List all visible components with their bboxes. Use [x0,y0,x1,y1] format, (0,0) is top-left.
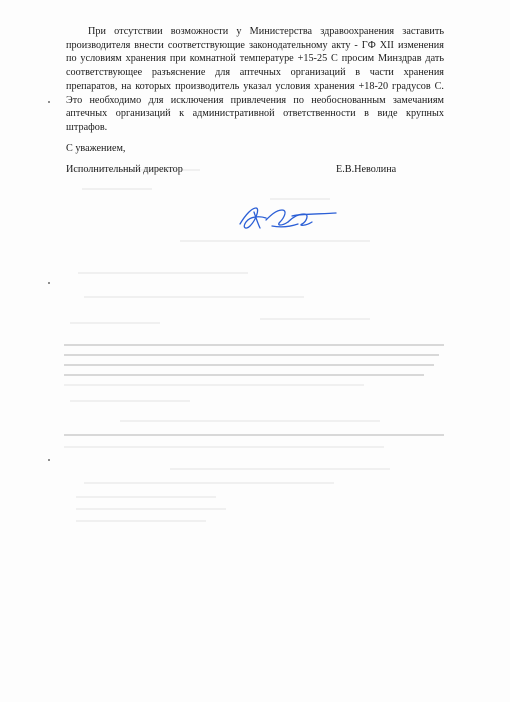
bleed-through-line [84,482,334,484]
bleed-through-line [64,434,444,436]
handwritten-signature [232,202,342,236]
bleed-through-line [64,364,434,366]
bleed-through-line [170,468,390,470]
bleed-through-line [64,354,439,356]
bleed-through-line [180,240,370,242]
closing-phrase: С уважением, [66,143,126,154]
bleed-through-line [64,384,364,386]
bleed-through-line [70,400,190,402]
request-paragraph: При отсутствии возможности у Министерства здравоохранения заставить производителя внести соответствующие законодательному акту - ГФ XII изменения по условиям хранения при комнатной температуре +15-25 С просим Минздрав дать соответствующее разъяснение для аптечных организаций в части хранения препаратов, на которых производитель указал условия хранения +18-20 градусов С. Это необходимо для исключения привлечения по необоснованным замечаниям аптечных организаций к административной ответственности в виде крупных штрафов. [66,26,444,133]
bleed-through-line [78,272,248,274]
scan-speck [48,282,50,284]
bleed-through-line [84,296,304,298]
scan-speck [48,459,50,461]
bleed-through-line [270,198,330,200]
bleed-through-line [82,188,152,190]
bleed-through-line [64,446,384,448]
bleed-through-line [76,520,206,522]
bleed-through-line [64,374,424,376]
signatory-title: Исполнительный директор [66,164,183,175]
bleed-through-line [260,318,370,320]
letter-body [66,25,444,135]
bleed-through-line [70,322,160,324]
scan-speck [48,101,50,103]
bleed-through-line [120,420,380,422]
bleed-through-line [76,496,216,498]
bleed-through-line [76,508,226,510]
signatory-name: Е.В.Неволина [336,164,397,175]
bleed-through-line [64,344,444,346]
